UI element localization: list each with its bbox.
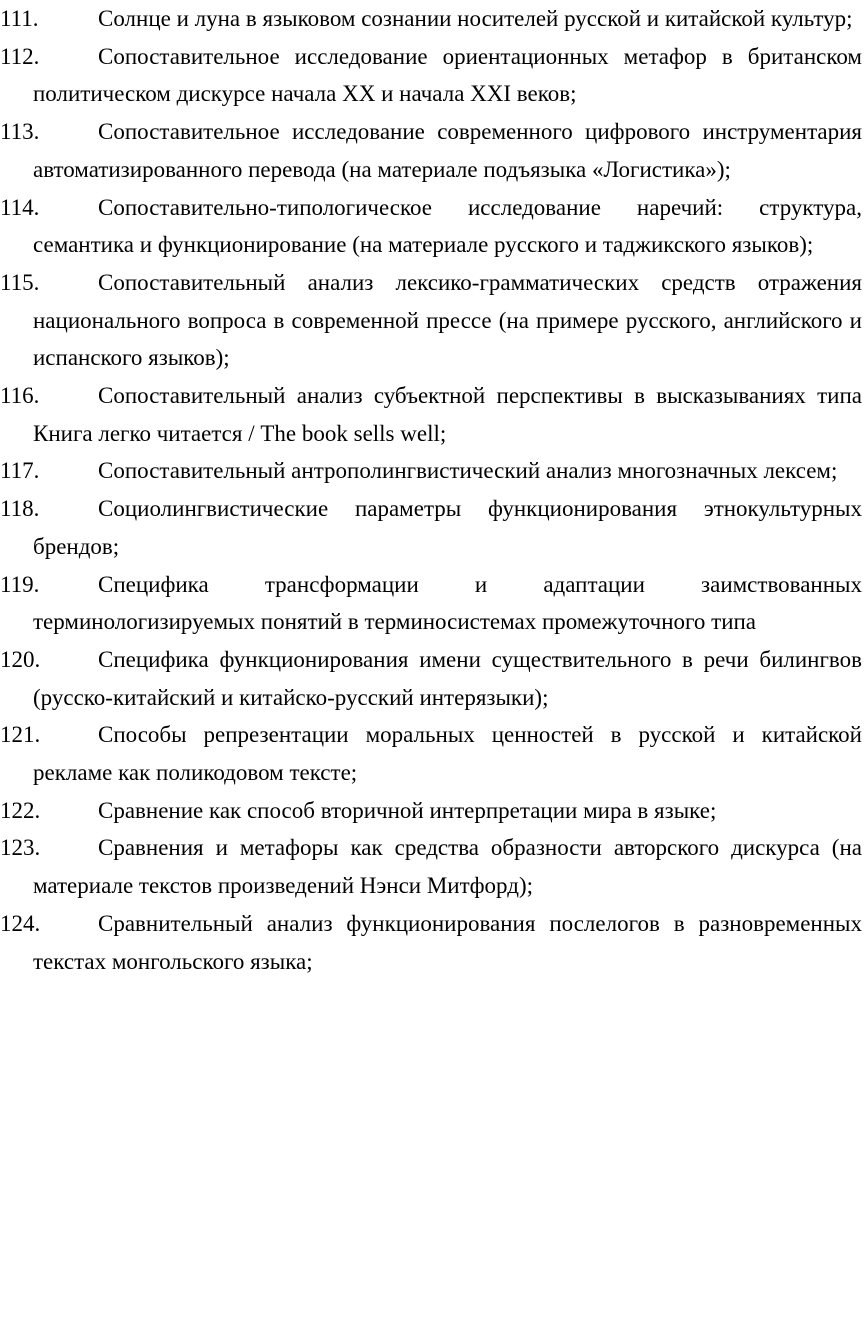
item-number: 111. [0, 6, 39, 31]
item-number: 122. [0, 797, 41, 823]
item-number: 116. [0, 383, 40, 409]
item-number: 113. [0, 119, 40, 145]
item-text: Способы репрезентации моральных ценностей в русской и китайской рекламе как поликодовом тексте; [33, 722, 862, 786]
list-item [0, 566, 862, 641]
item-text: Солнце и луна в языковом сознании носителей русской и китайской культур; [98, 6, 853, 31]
item-number: 112. [0, 43, 40, 69]
item-number: 119. [0, 571, 40, 597]
item-number: 120. [0, 646, 41, 672]
list-item [0, 792, 862, 830]
list-item [0, 189, 862, 264]
item-number: 115. [0, 269, 40, 295]
list-item [0, 641, 862, 716]
list-item [0, 452, 862, 490]
item-number: 121. [0, 722, 41, 748]
list-item [0, 377, 862, 452]
item-text: Специфика функционирования имени существительного в речи билингвов (русско-китайский и китайско-русский интерязыки); [33, 646, 862, 710]
list-item [0, 490, 862, 565]
list-item [0, 264, 862, 377]
item-text: Сопоставительный антрополингвистический анализ многозначных лексем; [98, 458, 838, 484]
item-text: Сопоставительно-типологическое исследование наречий: структура, семантика и функционирование (на материале русского и таджикского языков); [33, 194, 862, 258]
item-text: Сопоставительный анализ субъектной перспективы в высказываниях типа Книга легко читается / The book sells well; [33, 383, 862, 446]
item-text: Специфика трансформации и адаптации заимствованных терминологизируемых понятий в терминосистемах промежуточного типа [33, 571, 862, 635]
list-item [0, 38, 862, 113]
item-text: Сравнительный анализ функционирования послелогов в разновременных текстах монгольского языка; [33, 910, 862, 974]
item-text: Сравнение как способ вторичной интерпретации мира в языке; [98, 797, 717, 823]
item-number: 114. [0, 194, 40, 220]
item-number: 118. [0, 496, 40, 522]
list-item [0, 905, 862, 980]
list-item [0, 716, 862, 791]
item-text: Сравнения и метафоры как средства образности авторского дискурса (на материале текстов произведений Нэнси Митфорд); [33, 835, 862, 899]
list-item [0, 829, 862, 904]
item-number: 123. [0, 835, 41, 861]
item-text: Сопоставительный анализ лексико-грамматических средств отражения национального вопроса в современной прессе (на примере русского, английского и испанского языков); [33, 269, 862, 371]
item-text: Социолингвистические параметры функционирования этнокультурных брендов; [33, 496, 862, 559]
item-text: Сопоставительное исследование ориентационных метафор в британском политическом дискурсе начала XX и начала XXI веков; [33, 43, 862, 107]
item-text: Сопоставительное исследование современного цифрового инструментария автоматизированного перевода (на материале подъязыка «Логистика»); [33, 119, 862, 182]
item-number: 124. [0, 910, 41, 936]
list-item [0, 113, 862, 188]
list-item [0, 0, 862, 38]
item-number: 117. [0, 458, 40, 484]
